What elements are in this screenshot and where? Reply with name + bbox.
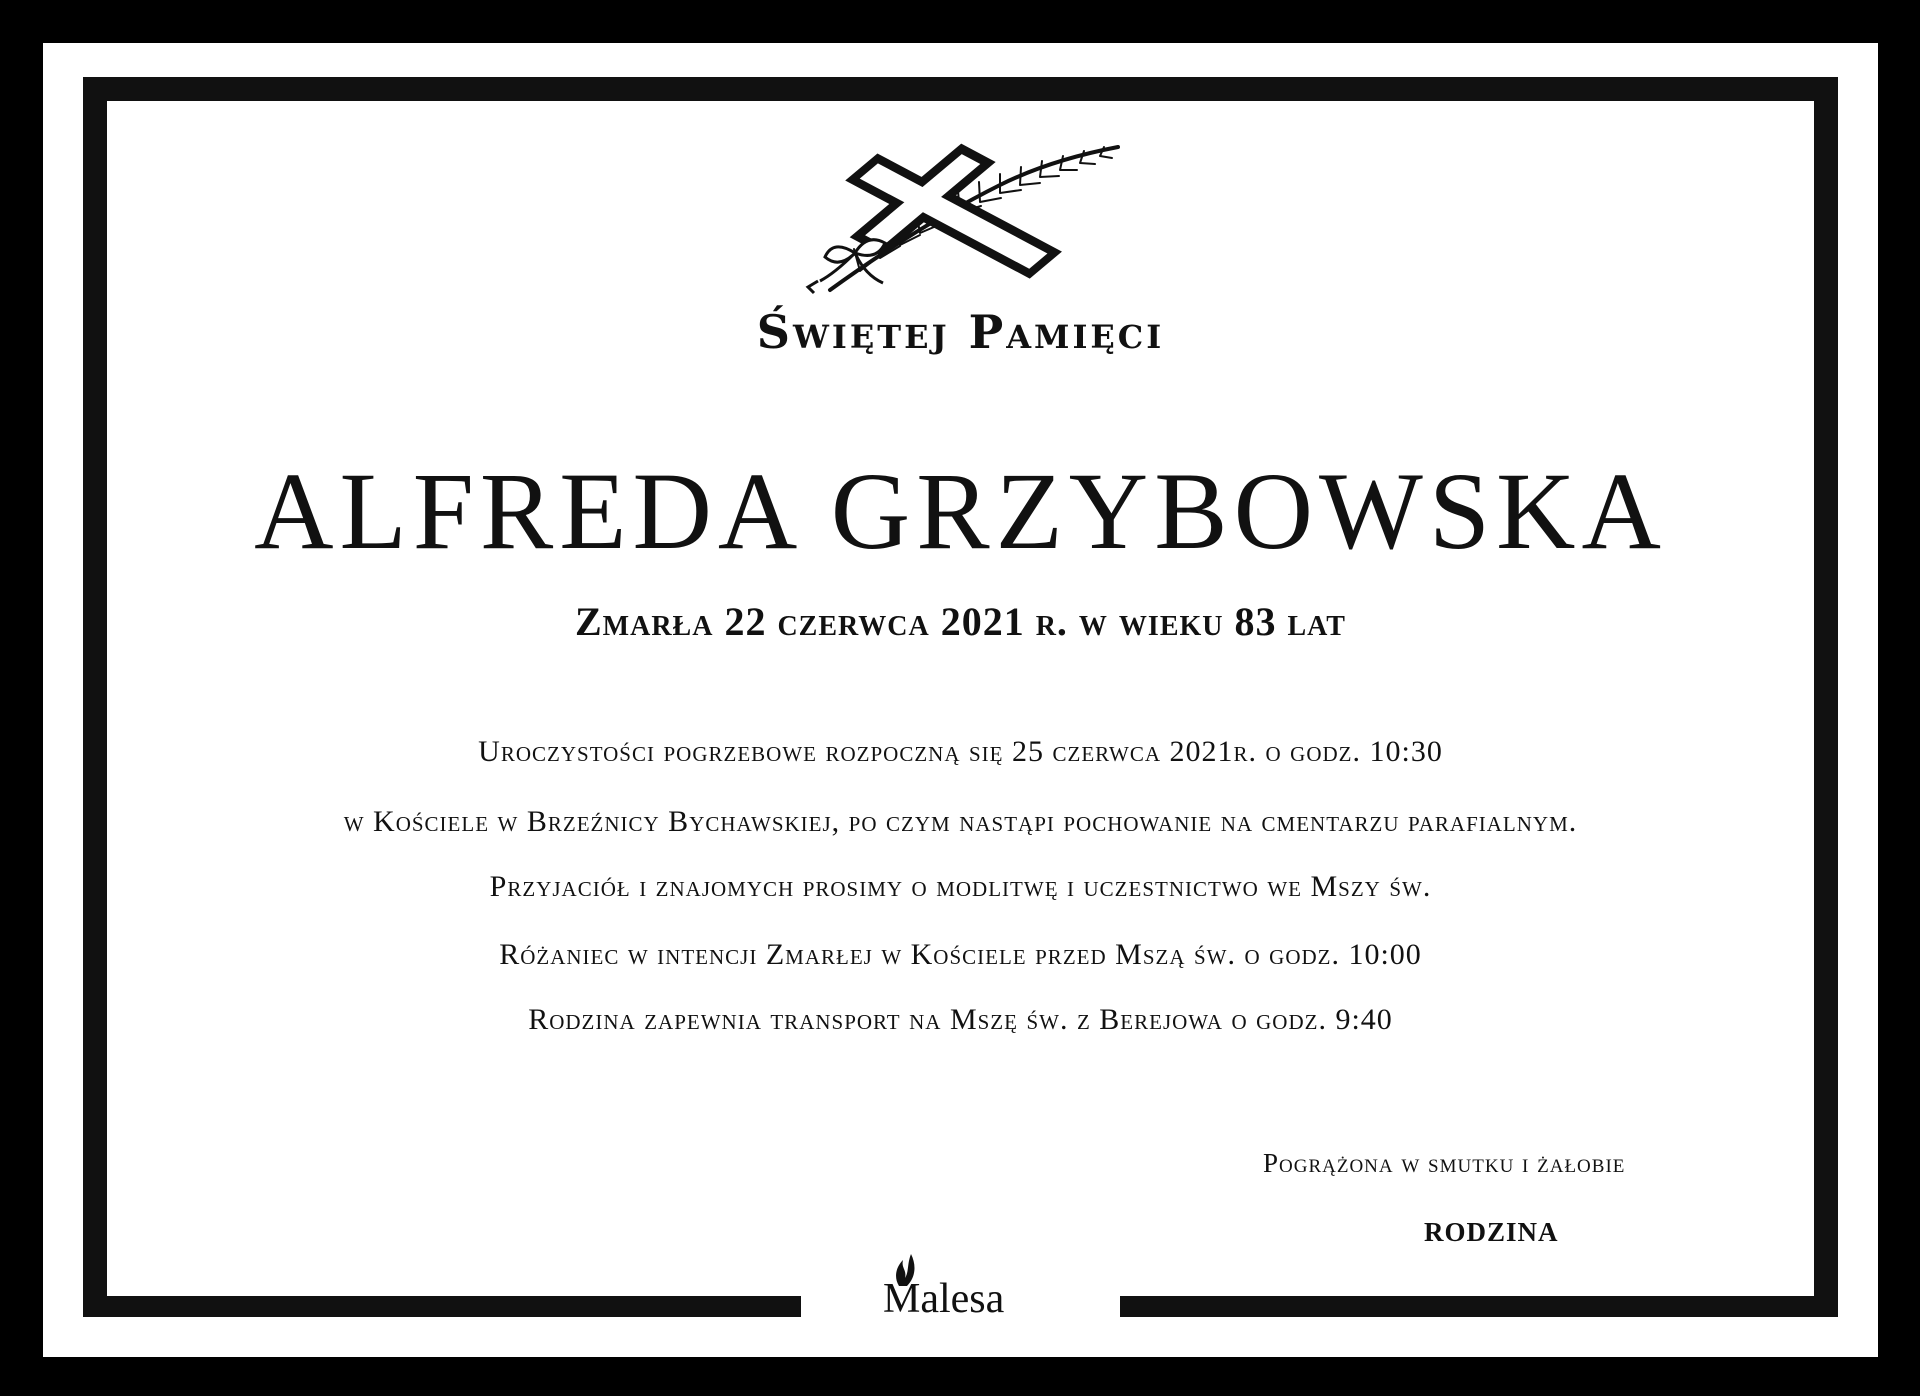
heading-in-memory: Świętej Pamięci	[756, 305, 1165, 359]
mourning-border-bottom-right	[1120, 1296, 1838, 1317]
mourning-border-top	[83, 77, 1838, 101]
detail-line: w Kościele w Brzeźnicy Bychawskiej, po czym nastąpi pochowanie na cmentarzu parafialnym.	[343, 805, 1578, 838]
detail-line: Uroczystości pogrzebowe rozpoczną się 25 czerwca 2021r. o godz. 10:30	[478, 735, 1443, 768]
mourning-border-bottom-left	[83, 1296, 801, 1317]
detail-line: Przyjaciół i znajomych prosimy o modlitwę i uczestnictwo we Mszy św.	[489, 870, 1432, 903]
signoff-phrase: Pogrążona w smutku i żałobie	[1263, 1148, 1626, 1178]
detail-line: Różaniec w intencji Zmarłej w Kościele przed Mszą św. o godz. 10:00	[499, 938, 1422, 971]
mourning-border-left	[83, 77, 107, 1317]
brand-name: Malesa	[883, 1276, 1005, 1322]
deceased-name: ALFREDA GRZYBOWSKA	[254, 450, 1667, 572]
detail-line: Rodzina zapewnia transport na Mszę św. z Berejowa o godz. 9:40	[528, 1003, 1393, 1036]
brand-logo	[875, 1250, 1045, 1325]
signoff-family: RODZINA	[1424, 1217, 1559, 1247]
cross-with-palm-branch-icon	[800, 135, 1130, 300]
mourning-border-right	[1814, 77, 1838, 1317]
death-date-and-age: Zmarła 22 czerwca 2021 r. w wieku 83 lat	[575, 599, 1346, 644]
